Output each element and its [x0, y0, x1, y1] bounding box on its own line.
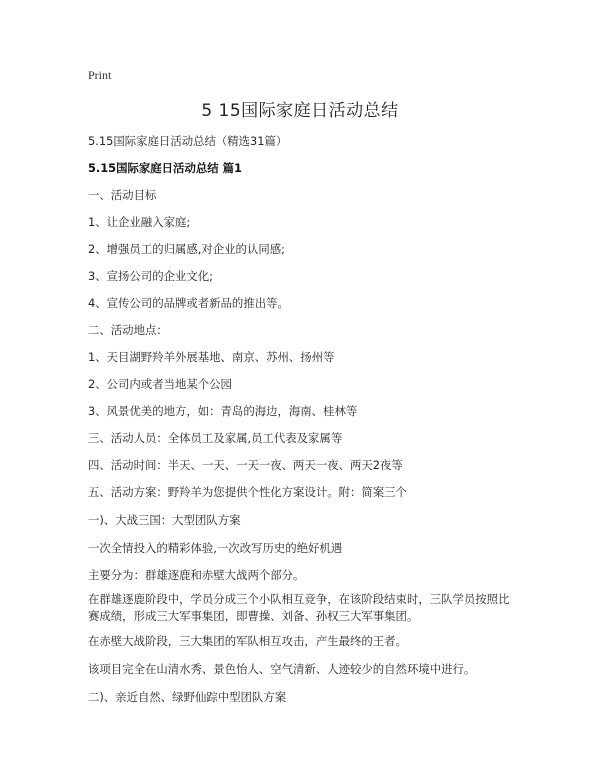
paragraph-line: 1、天目湖野羚羊外展基地、南京、苏州、扬州等 [88, 350, 335, 364]
paragraph-line: 1、让企业融入家庭; [88, 215, 191, 229]
paragraph-line: 四、活动时间：半天、一天、一天一夜、两天一夜、两天2夜等 [88, 458, 403, 472]
print-label: Print [88, 68, 112, 82]
paragraph-line: 4、宣传公司的品牌或者新品的推出等。 [88, 296, 289, 310]
paragraph-line: 一次全情投入的精彩体验,一次改写历史的绝好机遇 [88, 541, 343, 555]
paragraph-line: 该项目完全在山清水秀、景色怡人、空气清新、人迹较少的自然环境中进行。 [88, 662, 476, 676]
paragraph-line: 二、活动地点： [88, 323, 168, 337]
paragraph-line: 五、活动方案：野羚羊为您提供个性化方案设计。附：简案三个 [88, 485, 407, 499]
paragraph-line: 2、增强员工的归属感,对企业的认同感; [88, 242, 285, 256]
paragraph-line: 一、活动目标 [88, 188, 157, 202]
document-title: 5 15国际家庭日活动总结 [201, 101, 399, 121]
paragraph-line: 二)、亲近自然、绿野仙踪中型团队方案 [88, 690, 287, 704]
paragraph-line: 一)、大战三国：大型团队方案 [88, 513, 241, 527]
paragraph-line: 3、风景优美的地方，如：青岛的海边，海南、桂林等 [88, 404, 358, 418]
section-heading: 5.15国际家庭日活动总结 篇1 [88, 161, 242, 175]
paragraph-line: 三、活动人员：全体员工及家属,员工代表及家属等 [88, 431, 343, 445]
paragraph-line: 在赤壁大战阶段，三大集团的军队相互攻击，产生最终的王者。 [88, 634, 407, 648]
paragraph-line: 在群雄逐鹿阶段中，学员分成三个小队相互竞争，在该阶段结束时，三队学员按照比赛成绩，形成三大军事集团，即曹操、刘备、孙权三大军事集团。 [88, 592, 510, 623]
paragraph-line: 3、宣扬公司的企业文化; [88, 269, 213, 283]
document-subtitle: 5.15国际家庭日活动总结（精选31篇） [88, 134, 288, 148]
paragraph-line: 2、公司内或者当地某个公园 [88, 377, 232, 391]
paragraph-line: 主要分为：群雄逐鹿和赤壁大战两个部分。 [88, 568, 305, 582]
